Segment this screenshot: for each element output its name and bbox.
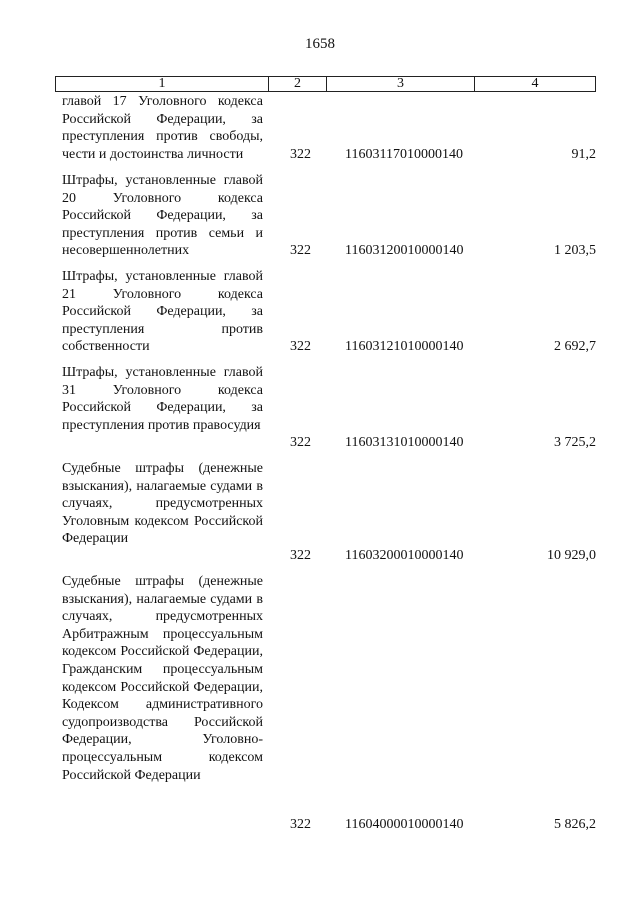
row-amount: 1 203,5	[554, 243, 596, 258]
row-admin-code: 322	[290, 817, 311, 832]
row-description: Судебные штрафы (денежные взыскания), налагаемые судами в случаях, предусмотренных Арбитражным процессуальным кодексом Российской Федерации, Гражданским процессуальным кодексом Российской Федерации, Кодексом административного судопроизводства Российской Федерации, Уголовно-процессуальным кодексом Российской Федерации	[62, 574, 263, 783]
row-budget-code: 11603120010000140	[345, 243, 464, 258]
row-description: Штрафы, установленные главой 21 Уголовного кодекса Российской Федерации, за преступления против собственности	[62, 269, 263, 355]
row-amount: 3 725,2	[554, 435, 596, 450]
row-description: главой 17 Уголовного кодекса Российской Федерации, за преступления против свободы, чести и достоинства личности	[62, 94, 263, 162]
header-col-1: 1	[56, 77, 269, 91]
header-col-3: 3	[327, 77, 475, 91]
row-amount: 2 692,7	[554, 339, 596, 354]
row-admin-code: 322	[290, 339, 311, 354]
row-budget-code: 11604000010000140	[345, 817, 464, 832]
row-budget-code: 11603200010000140	[345, 548, 464, 563]
row-budget-code: 11603117010000140	[345, 147, 463, 162]
header-col-4: 4	[531, 76, 539, 91]
row-amount: 91,2	[571, 147, 596, 162]
row-budget-code: 11603131010000140	[345, 435, 464, 450]
row-admin-code: 322	[290, 435, 311, 450]
header-col-2: 2	[269, 77, 327, 91]
row-admin-code: 322	[290, 548, 311, 563]
row-description: Штрафы, установленные главой 20 Уголовного кодекса Российской Федерации, за преступления против семьи и несовершеннолетних	[62, 173, 263, 259]
table-header	[55, 76, 596, 92]
row-amount: 10 929,0	[547, 548, 596, 563]
row-amount: 5 826,2	[554, 817, 596, 832]
row-description: Судебные штрафы (денежные взыскания), налагаемые судами в случаях, предусмотренных Уголовным кодексом Российской Федерации	[62, 461, 263, 547]
row-admin-code: 322	[290, 147, 311, 162]
row-admin-code: 322	[290, 243, 311, 258]
page-number: 1658	[305, 36, 335, 52]
row-budget-code: 11603121010000140	[345, 339, 464, 354]
row-description: Штрафы, установленные главой 31 Уголовного кодекса Российской Федерации, за преступления против правосудия	[62, 365, 263, 433]
